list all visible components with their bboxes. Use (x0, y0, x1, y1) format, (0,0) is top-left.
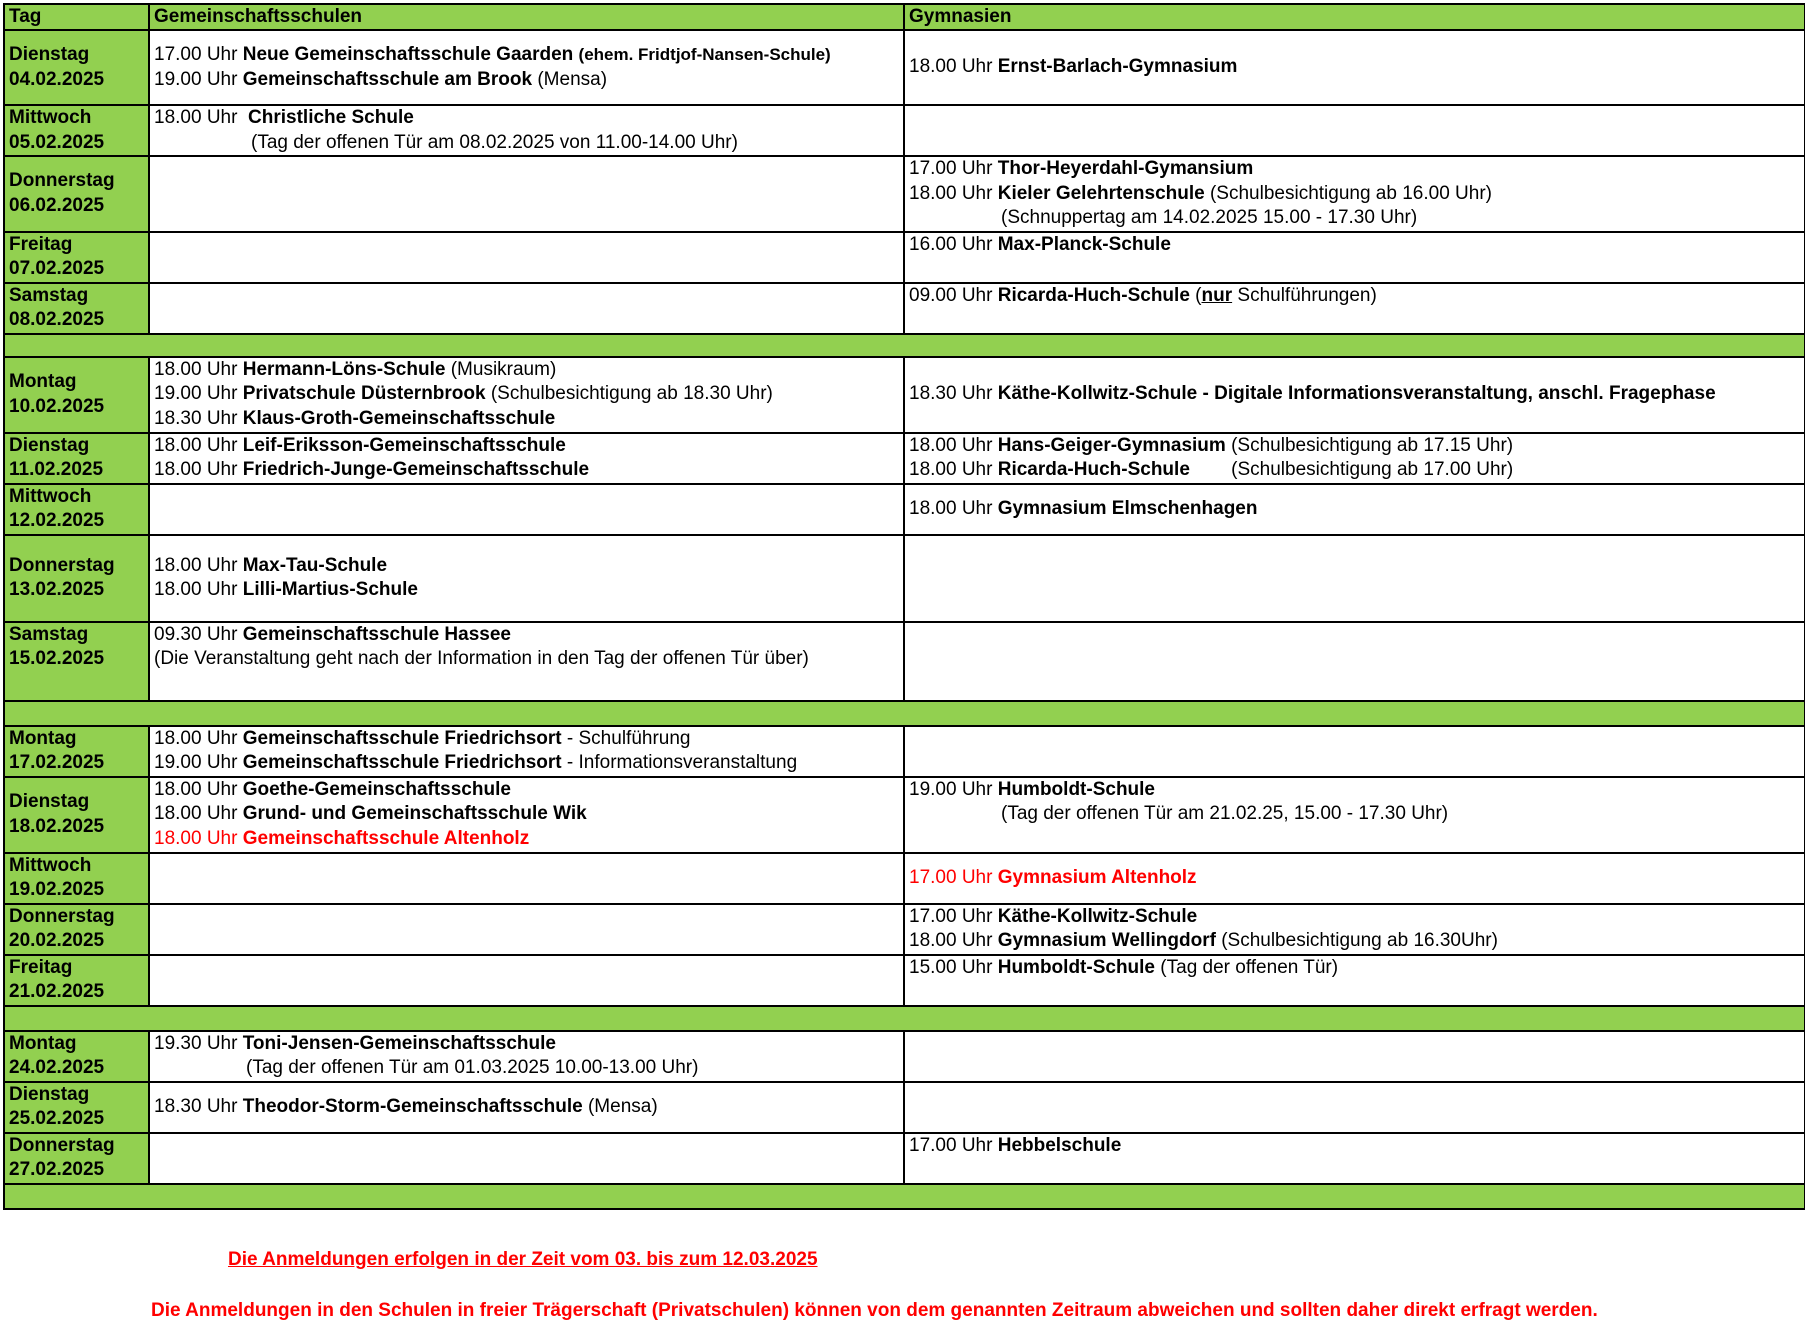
entry (909, 157, 1800, 182)
table-row (4, 777, 1805, 853)
entry (909, 55, 1800, 80)
gym-cell (904, 357, 1805, 433)
entry-school: Gymnasium Altenholz (997, 866, 1197, 888)
table-row (4, 156, 1805, 232)
entry (154, 802, 899, 827)
date: 04.02.2025 (9, 68, 105, 90)
entry-time: 19.00 Uhr (154, 68, 238, 90)
entry (154, 434, 899, 459)
weekday: Montag (9, 371, 77, 392)
weekday: Donnerstag (9, 905, 115, 927)
entry-school: Ricarda-Huch-Schule (997, 284, 1190, 306)
entry-school: Theodor-Storm-Gemeinschaftsschule (242, 1095, 583, 1117)
gym-cell (904, 622, 1805, 701)
entry-time: 18.00 Uhr (909, 56, 993, 78)
entry-extra: (Schulbesichtigung ab 17.15 Uhr) (1231, 434, 1514, 456)
entry-time: 09.00 Uhr (909, 284, 993, 306)
day-cell (4, 283, 149, 334)
registration-period-note: Die Anmeldungen erfolgen in der Zeit vom 03. bis zum 12.03.2025 (228, 1249, 818, 1270)
date: 17.02.2025 (9, 752, 105, 773)
gem-cell (149, 726, 904, 777)
entry (154, 751, 899, 776)
entry-time: 15.00 Uhr (909, 956, 993, 978)
gem-cell (149, 156, 904, 232)
entry-time: 18.00 Uhr (154, 107, 238, 128)
day-cell (4, 105, 149, 156)
entry-school: Friedrich-Junge-Gemeinschaftsschule (242, 459, 590, 480)
gym-cell (904, 535, 1805, 622)
week-separator (4, 1006, 1805, 1031)
entry (154, 43, 899, 68)
entry-time: 16.00 Uhr (909, 233, 993, 255)
entry (154, 458, 899, 483)
weekday: Donnerstag (9, 170, 115, 192)
entry-school: Leif-Eriksson-Gemeinschaftsschule (242, 434, 566, 456)
table-row (4, 535, 1805, 622)
entry (154, 68, 899, 93)
entry-time: 18.00 Uhr (909, 930, 993, 951)
entry (154, 554, 899, 579)
gem-cell (149, 1133, 904, 1184)
entry (154, 727, 899, 752)
entry-school: Gymnasium Wellingdorf (997, 930, 1216, 951)
date: 05.02.2025 (9, 131, 105, 153)
entry-school: Goethe-Gemeinschaftsschule (242, 778, 511, 800)
entry-school: Gemeinschaftsschule am Brook (242, 68, 533, 90)
day-cell (4, 1082, 149, 1133)
table-row (4, 232, 1805, 283)
entry (154, 778, 899, 803)
week-separator (4, 334, 1805, 357)
entry (154, 382, 899, 407)
header-row (4, 4, 1805, 30)
date: 19.02.2025 (9, 879, 105, 900)
entry-school: Thor-Heyerdahl-Gymansium (997, 158, 1254, 179)
date: 07.02.2025 (9, 258, 105, 279)
entry-note: (Tag der offenen Tür am 08.02.2025 von 11.00-14.00 Uhr) (251, 131, 738, 153)
gym-cell (904, 853, 1805, 904)
table-row (4, 1031, 1805, 1082)
week-separator (4, 701, 1805, 726)
entry-extra: (Mensa) (587, 1095, 658, 1117)
entry-time: 17.00 Uhr (154, 44, 238, 65)
entry-school: Käthe-Kollwitz-Schule (997, 905, 1198, 927)
day-cell (4, 726, 149, 777)
table-row (4, 904, 1805, 955)
table-row (4, 853, 1805, 904)
day-cell (4, 904, 149, 955)
day-cell (4, 433, 149, 484)
gym-cell (904, 1133, 1805, 1184)
entry-extra: (Schulbesichtigung ab 16.00 Uhr) (1209, 182, 1492, 204)
table-row (4, 1133, 1805, 1184)
header-gymnasien: Gymnasien (904, 4, 1805, 30)
entry (909, 233, 1800, 258)
gem-cell (149, 30, 904, 105)
gem-cell (149, 777, 904, 853)
entry-paren: ( (1195, 284, 1202, 306)
gem-cell (149, 283, 904, 334)
entry-time: 17.00 Uhr (909, 866, 993, 888)
gym-cell (904, 105, 1805, 156)
entry-school: Ernst-Barlach-Gymnasium (997, 56, 1238, 78)
entry-school: Lilli-Martius-Schule (242, 579, 418, 600)
header-tag: Tag (4, 4, 149, 30)
gem-cell (149, 105, 904, 156)
entry-school: Gemeinschaftsschule Friedrichsort (242, 752, 562, 773)
table-row (4, 955, 1805, 1006)
entry-time: 19.00 Uhr (154, 383, 238, 405)
table-row (4, 433, 1805, 484)
entry-note: (Tag der offenen Tür am 21.02.25, 15.00 - 17.30 Uhr) (1001, 803, 1449, 824)
weekday: Samstag (9, 623, 89, 645)
entry-time: 19.30 Uhr (154, 1032, 238, 1054)
date: 13.02.2025 (9, 579, 105, 600)
entry-extra: (Mensa) (537, 68, 608, 90)
table-row (4, 726, 1805, 777)
date: 20.02.2025 (9, 930, 105, 951)
entry-school: Gemeinschaftsschule Altenholz (242, 827, 530, 849)
entry-school: Hebbelschule (997, 1134, 1122, 1156)
date: 15.02.2025 (9, 648, 105, 669)
entry-school: Humboldt-Schule (997, 956, 1156, 978)
gem-cell (149, 232, 904, 283)
day-cell (4, 156, 149, 232)
entry (154, 1095, 899, 1120)
entry (154, 1032, 899, 1057)
entry (909, 1134, 1800, 1159)
weekday: Samstag (9, 284, 89, 306)
entry-note: (Schnuppertag am 14.02.2025 15.00 - 17.30 Uhr) (1001, 207, 1418, 228)
entry-extra: (Schulbesichtigung ab 18.30 Uhr) (490, 383, 773, 405)
entry-extra: Schulführungen) (1237, 284, 1377, 306)
entry (909, 956, 1800, 981)
day-cell (4, 30, 149, 105)
entry-time: 09.30 Uhr (154, 623, 238, 645)
gym-cell (904, 232, 1805, 283)
weekday: Mittwoch (9, 485, 92, 507)
date: 10.02.2025 (9, 395, 105, 417)
weekday: Mittwoch (9, 107, 92, 128)
entry-time: 18.00 Uhr (154, 554, 238, 576)
entry-note: (Tag der offenen Tür am 01.03.2025 10.00-13.00 Uhr) (246, 1057, 699, 1078)
entry-school: Max-Tau-Schule (242, 554, 388, 576)
entry-school: Käthe-Kollwitz-Schule - Digitale Informationsveranstaltung, anschl. Fragephase (997, 383, 1716, 405)
day-cell (4, 777, 149, 853)
gem-cell (149, 535, 904, 622)
table-row (4, 484, 1805, 535)
date: 25.02.2025 (9, 1108, 105, 1129)
weekday: Dienstag (9, 44, 90, 65)
entry-school: Gemeinschaftsschule Hassee (242, 623, 511, 645)
weekday: Freitag (9, 956, 73, 978)
entry-school: Gemeinschaftsschule Friedrichsort (242, 727, 562, 749)
entry-school: Klaus-Groth-Gemeinschaftsschule (242, 407, 556, 429)
entry-school: Ricarda-Huch-Schule (997, 459, 1190, 480)
gym-cell (904, 1031, 1805, 1082)
entry-school: Hans-Geiger-Gymnasium (997, 434, 1226, 456)
entry (909, 284, 1800, 309)
entry (909, 778, 1800, 803)
gym-cell (904, 30, 1805, 105)
entry-extra: (Musikraum) (450, 358, 557, 380)
entry (909, 182, 1800, 207)
entry-extra: (Tag der offenen Tür) (1160, 956, 1339, 978)
date: 11.02.2025 (9, 459, 104, 480)
day-cell (4, 535, 149, 622)
entry-extra: - Informationsveranstaltung (566, 752, 798, 773)
entry-time: 18.00 Uhr (909, 497, 993, 519)
table-row (4, 622, 1805, 701)
table-row (4, 357, 1805, 433)
entry-school: Toni-Jensen-Gemeinschaftsschule (242, 1032, 556, 1054)
gem-cell (149, 853, 904, 904)
table-row (4, 105, 1805, 156)
entry-time: 18.00 Uhr (154, 827, 238, 849)
gem-cell (149, 1031, 904, 1082)
entry-school: Humboldt-Schule (997, 778, 1156, 800)
weekday: Mittwoch (9, 854, 92, 876)
weekday: Montag (9, 727, 77, 749)
entry-time: 18.00 Uhr (154, 434, 238, 456)
date: 21.02.2025 (9, 981, 105, 1002)
entry-time: 19.00 Uhr (154, 752, 238, 773)
entry-time: 18.00 Uhr (154, 803, 238, 824)
entry (909, 905, 1800, 930)
entry-highlighted (154, 827, 899, 852)
date: 12.02.2025 (9, 510, 105, 531)
entry (909, 929, 1800, 954)
date: 18.02.2025 (9, 815, 105, 837)
entry-highlighted (909, 866, 1800, 891)
gym-cell (904, 1082, 1805, 1133)
entry-time: 17.00 Uhr (909, 158, 993, 179)
gym-cell (904, 904, 1805, 955)
date: 24.02.2025 (9, 1057, 105, 1078)
gym-cell (904, 433, 1805, 484)
entry-school: Hermann-Löns-Schule (242, 358, 446, 380)
entry (154, 106, 899, 131)
gem-cell (149, 1082, 904, 1133)
gem-cell (149, 433, 904, 484)
entry (909, 382, 1800, 407)
entry-time: 18.00 Uhr (909, 182, 993, 204)
entry (154, 407, 899, 432)
entry-extra: (Schulbesichtigung ab 16.30Uhr) (1221, 930, 1498, 951)
entry-time: 18.30 Uhr (154, 407, 238, 429)
gem-cell (149, 904, 904, 955)
weekday: Donnerstag (9, 554, 115, 576)
day-cell (4, 853, 149, 904)
gem-cell (149, 955, 904, 1006)
entry-emphasis: nur (1201, 284, 1233, 306)
entry-time: 18.30 Uhr (154, 1095, 238, 1117)
entry-extra: (ehem. Fridtjof-Nansen-Schule) (578, 45, 831, 64)
entry-note: (Die Veranstaltung geht nach der Information in den Tag der offenen Tür über) (154, 648, 809, 669)
entry-extra: (Schulbesichtigung ab 17.00 Uhr) (1231, 459, 1514, 480)
gym-cell (904, 484, 1805, 535)
entry-time: 19.00 Uhr (909, 778, 993, 800)
entry (154, 578, 899, 603)
entry-time: 18.00 Uhr (909, 434, 993, 456)
day-cell (4, 622, 149, 701)
entry (909, 458, 1800, 483)
gym-cell (904, 726, 1805, 777)
date: 06.02.2025 (9, 194, 105, 216)
weekday: Dienstag (9, 791, 90, 812)
weekday: Dienstag (9, 1083, 90, 1105)
entry-school: Christliche Schule (248, 107, 414, 128)
entry-time: 18.30 Uhr (909, 383, 993, 405)
table-row (4, 1082, 1805, 1133)
gem-cell (149, 357, 904, 433)
table-row (4, 30, 1805, 105)
entry-time: 18.00 Uhr (154, 727, 238, 749)
entry-time: 17.00 Uhr (909, 905, 993, 927)
entry-time: 18.00 Uhr (909, 459, 993, 480)
entry-school: Grund- und Gemeinschaftsschule Wik (242, 803, 587, 824)
entry-school: Kieler Gelehrtenschule (997, 182, 1205, 204)
entry-time: 18.00 Uhr (154, 358, 238, 380)
private-schools-note: Die Anmeldungen in den Schulen in freier Trägerschaft (Privatschulen) können von dem genannten Zeitraum abweichen und sollten daher direkt erfragt werden. (151, 1300, 1598, 1321)
entry-extra: - Schulführung (566, 727, 691, 749)
day-cell (4, 484, 149, 535)
entry (909, 434, 1800, 459)
entry-school: Neue Gemeinschaftsschule Gaarden (242, 44, 574, 65)
header-gemeinschaftsschulen: Gemeinschaftsschulen (149, 4, 904, 30)
weekday: Donnerstag (9, 1134, 115, 1156)
day-cell (4, 1133, 149, 1184)
day-cell (4, 1031, 149, 1082)
day-cell (4, 232, 149, 283)
gym-cell (904, 777, 1805, 853)
gym-cell (904, 955, 1805, 1006)
gym-cell (904, 283, 1805, 334)
weekday: Montag (9, 1032, 77, 1054)
weekday: Dienstag (9, 434, 90, 456)
entry (154, 358, 899, 383)
entry (154, 623, 899, 648)
gem-cell (149, 622, 904, 701)
entry-school: Max-Planck-Schule (997, 233, 1171, 255)
date: 27.02.2025 (9, 1159, 105, 1180)
weekday: Freitag (9, 233, 73, 255)
entry-time: 18.00 Uhr (154, 459, 238, 480)
entry-time: 18.00 Uhr (154, 579, 238, 600)
entry-time: 18.00 Uhr (154, 778, 238, 800)
schedule-table (3, 3, 1805, 1210)
day-cell (4, 955, 149, 1006)
entry-school: Privatschule Düsternbrook (242, 383, 486, 405)
entry-school: Gymnasium Elmschenhagen (997, 497, 1258, 519)
entry-time: 17.00 Uhr (909, 1134, 993, 1156)
gym-cell (904, 156, 1805, 232)
entry (909, 497, 1800, 522)
gem-cell (149, 484, 904, 535)
week-separator (4, 1184, 1805, 1209)
day-cell (4, 357, 149, 433)
date: 08.02.2025 (9, 309, 105, 330)
table-row (4, 283, 1805, 334)
